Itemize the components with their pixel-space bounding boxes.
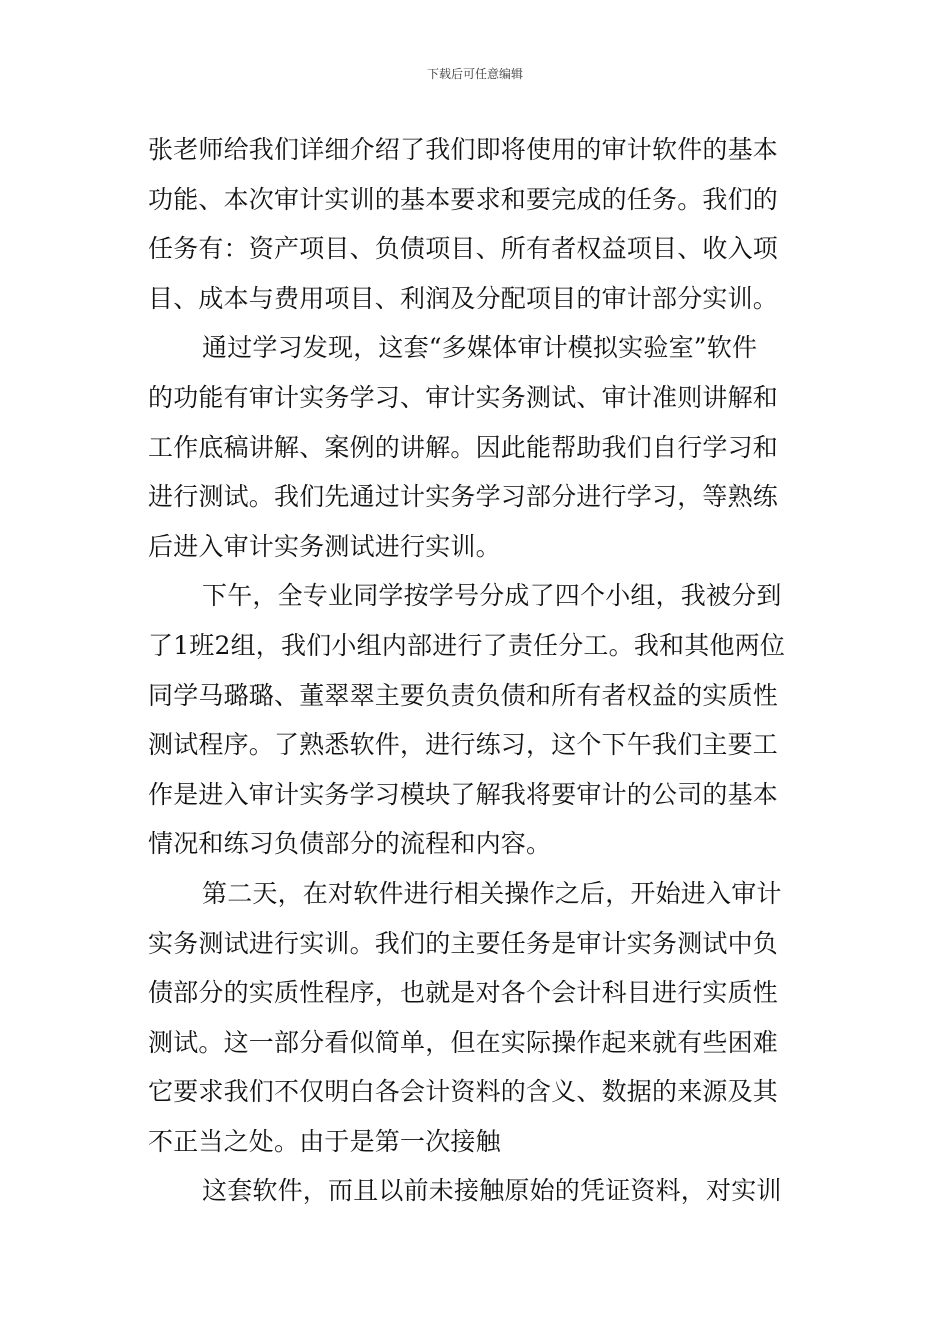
text-line: 目、成本与费用项目、利润及分配项目的审计部分实训。: [148, 283, 779, 313]
text-line: 实务测试进行实训。我们的主要任务是审计实务测试中负: [148, 928, 779, 958]
paragraph-5: [148, 1166, 808, 1216]
text-line: 第二天，在对软件进行相关操作之后，开始进入审计: [202, 878, 782, 908]
text-line: 测试。这一部分看似简单，但在实际操作起来就有些困难: [148, 1027, 779, 1057]
text-line: 通过学习发现，这套“多媒体审计模拟实验室”软件: [202, 333, 758, 363]
text-line: 后进入审计实务测试进行实训。: [148, 531, 501, 561]
text-line: 同学马璐璐、董翠翠主要负责负债和所有者权益的实质性: [148, 680, 779, 710]
paragraph-2: [148, 323, 808, 571]
paragraph-3: [148, 571, 808, 869]
paragraph-1: [148, 125, 808, 323]
text-line: 这套软件，而且以前未接触原始的凭证资料，对实训: [202, 1176, 782, 1206]
page-header: 下载后可任意编辑: [426, 67, 523, 81]
text-line: 的功能有审计实务学习、审计实务测试、审计准则讲解和: [148, 382, 779, 412]
text-line: 张老师给我们详细介绍了我们即将使用的审计软件的基本: [148, 135, 779, 164]
document-body: [148, 125, 808, 1216]
text-line: 它要求我们不仅明白各会计资料的含义、数据的来源及其: [148, 1077, 779, 1107]
text-line: 下午，全专业同学按学号分成了四个小组，我被分到: [202, 581, 782, 611]
text-line: 了1班2组，我们小组内部进行了责任分工。我和其他两位: [148, 630, 786, 660]
paragraph-4: [148, 869, 808, 1167]
text-line: 进行测试。我们先通过计实务学习部分进行学习，等熟练: [148, 482, 779, 512]
text-line: 测试程序。了熟悉软件，进行练习，这个下午我们主要工: [148, 730, 779, 760]
text-line: 工作底稿讲解、案例的讲解。因此能帮助我们自行学习和: [148, 432, 779, 462]
text-line: 债部分的实质性程序，也就是对各个会计科目进行实质性: [148, 978, 779, 1008]
text-line: 功能、本次审计实训的基本要求和要完成的任务。我们的: [148, 184, 779, 214]
text-line: 情况和练习负债部分的流程和内容。: [148, 829, 552, 859]
text-line: 不正当之处。由于是第一次接触: [148, 1126, 501, 1156]
text-line: 任务有：资产项目、负债项目、所有者权益项目、收入项: [148, 234, 779, 264]
text-line: 作是进入审计实务学习模块了解我将要审计的公司的基本: [148, 779, 779, 809]
